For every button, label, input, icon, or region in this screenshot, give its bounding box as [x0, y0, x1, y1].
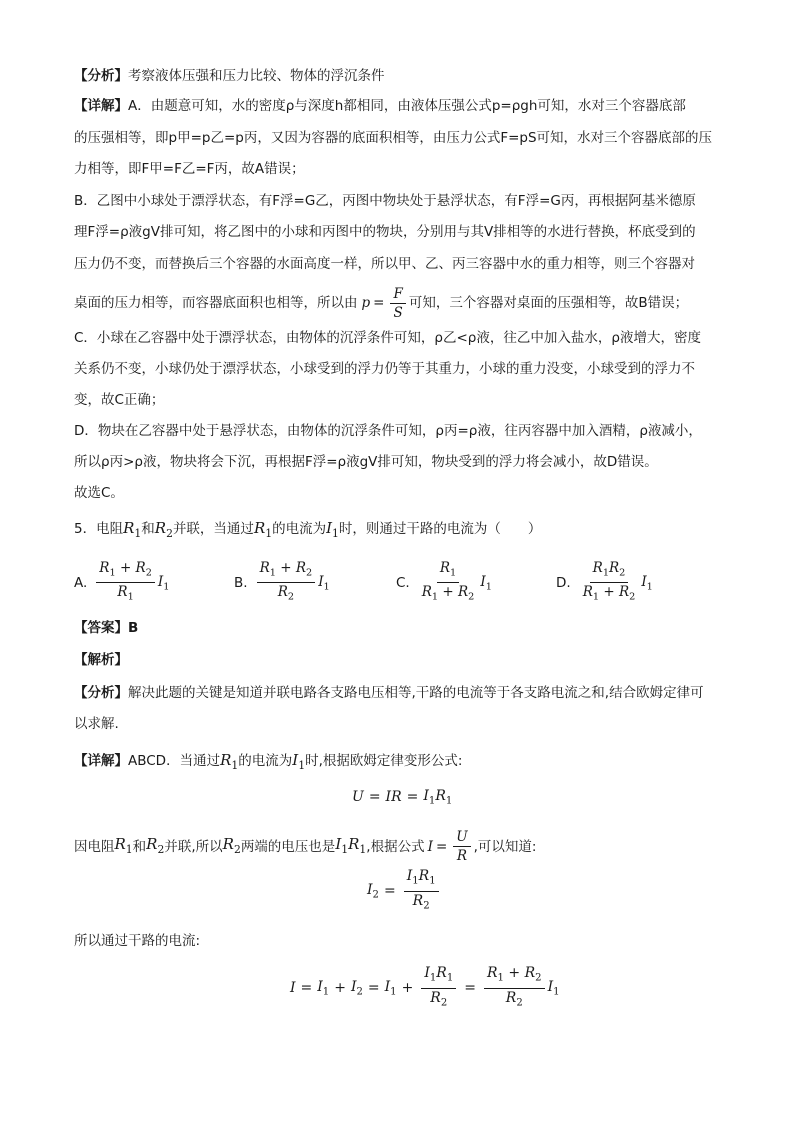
option-b-fraction: $\frac{R_1 + R_2}{R_2}$ [257, 560, 316, 606]
detail-a-line-2: 的压强相等，即p甲=p乙=p丙，又因为容器的底面积相等，由压力公式F=pS可知，水对三个容器底部的压 [74, 130, 713, 146]
equation-i2: $I_2$ = $\frac{I_1R_1}{R_2}$ [367, 868, 442, 914]
fraction-u-over-r: $\frac{U}{R}$ [453, 829, 470, 864]
option-a-fraction: $\frac{R_1 + R_2}{R_1}$ [96, 560, 155, 606]
pressure-formula: p [361, 295, 371, 311]
q5-analysis-line-2: 以求解. [74, 716, 119, 732]
detail-b-line-4: 桌面的压力相等，而容器底面积也相等，所以由 p = $\frac{F}{S}$ 可知，三个容器对桌面的压强相等，故B错误； [74, 285, 689, 321]
fraction-f-over-s: $\frac{F}{S}$ [390, 286, 405, 321]
option-d-fraction: $\frac{R_1R_2}{R_1 + R_2}$ [582, 560, 636, 603]
option-d: D. $\frac{R_1R_2}{R_1 + R_2}$ $I_1$ [556, 560, 653, 606]
detail-b-line-1: B．乙图中小球处于漂浮状态，有F浮=G乙，丙图中物块处于悬浮状态，有F浮=G丙，再根据阿基米德原 [74, 193, 696, 209]
detail-a-line-3: 力相等，即F甲=F乙=F丙，故A错误； [74, 161, 305, 177]
q5-detail-line-2: 因电阻 $R_1$ 和 $R_2$ 并联,所以 $R_2$ 两端的电压也是 $I_1R_1$ ,根据公式 I = $\frac{U}{R}$ ,可以知道: [74, 829, 537, 865]
equation-ohms-law: U = IR = $I_1R_1$ [352, 788, 453, 807]
detail-b-line-2: 理F浮=ρ液gV排可知，将乙图中的小球和丙图中的物块，分别用与其V排相等的水进行替换，杯底受到的 [74, 224, 696, 240]
option-a: A. $\frac{R_1 + R_2}{R_1}$ $I_1$ [74, 560, 169, 606]
q5-detail-line-3: 所以通过干路的电流: [74, 933, 201, 949]
question-5-stem: 5．电阻$R_1$和$R_2$并联，当通过$R_1$的电流为$I_1$时，则通过干路的电流为（ ） [74, 519, 542, 540]
q5-analysis-line-1: 【分析】解决此题的关键是知道并联电路各支路电压相等,干路的电流等于各支路电流之和,结合欧姆定律可 [74, 685, 704, 701]
analysis-line: 【分析】考察液体压强和压力比较、物体的浮沉条件 [74, 68, 385, 84]
option-c: C. $\frac{R_1}{R_1 + R_2}$ $I_1$ [396, 560, 492, 606]
equation-total-current: I = $I_1$ + $I_2$ = $I_1$ + $\frac{I_1R_1}{R_2}$ = $\frac{R_1 + R_2}{R_2}$ $I_1$ [290, 965, 560, 1009]
answer-line: 故选C。 [74, 485, 124, 501]
detail-d-line-2: 所以ρ丙>ρ液，物块将会下沉，再根据F浮=ρ液gV排可知，物块受到的浮力将会减小，故D错误。 [74, 454, 658, 470]
q5-detail-line-1: 【详解】ABCD．当通过$R_1$的电流为$I_1$时,根据欧姆定律变形公式: [74, 751, 463, 772]
answer-label: 【答案】B [74, 620, 139, 636]
detail-b-line-3: 压力仍不变，而替换后三个容器的水面高度一样，所以甲、乙、丙三容器中水的重力相等，则三个容器对 [74, 256, 695, 272]
detail-a-line-1: 【详解】A．由题意可知，水的密度ρ与深度h都相同，由液体压强公式p=ρgh可知，水对三个容器底部 [74, 98, 686, 114]
detail-d-line-1: D．物块在乙容器中处于悬浮状态，由物体的沉浮条件可知，ρ丙=ρ液，往丙容器中加入酒精，ρ液减小， [74, 423, 702, 439]
option-c-fraction: $\frac{R_1}{R_1 + R_2}$ [421, 560, 475, 603]
option-b: B. $\frac{R_1 + R_2}{R_2}$ $I_1$ [234, 560, 330, 606]
explanation-label: 【解析】 [74, 652, 128, 668]
detail-c-line-1: C．小球在乙容器中处于漂浮状态，由物体的沉浮条件可知，ρ乙<ρ液，往乙中加入盐水，ρ液增大，密度 [74, 330, 701, 346]
detail-c-line-3: 变，故C正确； [74, 392, 165, 408]
detail-c-line-2: 关系仍不变，小球仍处于漂浮状态，小球受到的浮力仍等于其重力，小球的重力没变，小球受到的浮力不 [74, 361, 695, 377]
